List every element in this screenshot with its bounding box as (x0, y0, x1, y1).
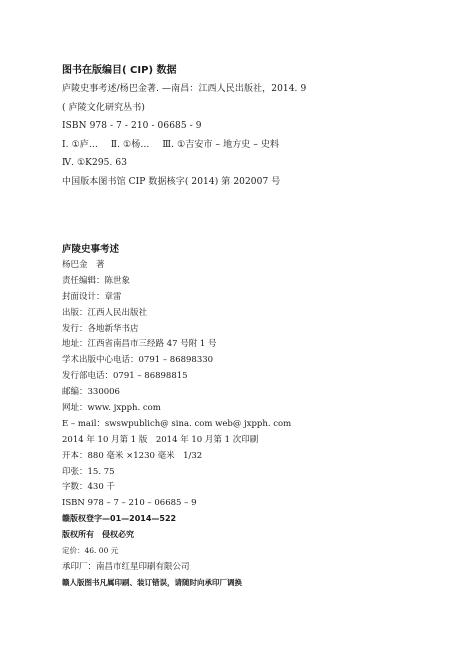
website-line: 网址：www. jxpph. com (62, 403, 161, 414)
author-line: 杨巴金 著 (62, 260, 105, 270)
postcode-line: 邮编：330006 (62, 387, 120, 398)
printer-line: 承印厂：南昌市红星印刷有限公司 (62, 561, 190, 572)
distributor-line: 发行：各地新华书店 (62, 323, 139, 334)
colophon-block (62, 243, 422, 593)
sheets-line: 印张：15. 75 (62, 466, 115, 477)
cip-classification: Ⅳ. ①K295. 63 (62, 158, 128, 169)
cip-isbn: ISBN 978 - 7 - 210 - 06685 - 9 (62, 121, 202, 132)
cip-subjects (62, 139, 422, 158)
cip-subject-1: Ⅰ. ①庐… (62, 139, 98, 150)
address-line: 地址：江西省南昌市三经路 47 号附 1 号 (62, 339, 217, 350)
cip-record-number: 中国版本图书馆 CIP 数据核字( 2014) 第 202007 号 (62, 176, 281, 187)
price-line: 定价：46. 00 元 (62, 546, 119, 556)
cip-block (62, 64, 422, 195)
cip-entry-line: 庐陵史事考述/杨巴金著. —南昌：江西人民出版社，2014. 9 (62, 84, 307, 94)
sales-phone-line: 发行部电话：0791 – 86898815 (62, 371, 188, 382)
printing-error-notice: 赣人版图书凡属印刷、装订错误，请随时向承印厂调换 (62, 577, 242, 587)
cip-subject-2: Ⅱ. ①杨… (110, 139, 150, 150)
publisher-line: 出版：江西人民出版社 (62, 307, 148, 318)
academic-phone-line: 学术出版中心电话：0791 – 86898330 (62, 355, 214, 366)
word-count-line: 字数：430 千 (62, 482, 115, 493)
book-title: 庐陵史事考述 (62, 244, 120, 255)
format-line: 开本：880 毫米 ×1230 毫米 1/32 (62, 450, 203, 461)
isbn-line: ISBN 978 – 7 – 210 – 06685 – 9 (62, 498, 197, 509)
edition-line: 2014 年 10 月第 1 版 2014 年 10 月第 1 次印刷 (62, 434, 259, 445)
cover-design-line: 封面设计：章雷 (62, 291, 122, 302)
cip-heading: 图书在版编目( CIP) 数据 (62, 65, 177, 76)
rights-line: 版权所有 侵权必究 (62, 530, 134, 540)
cip-subject-3: Ⅲ. ①吉安市 – 地方史 – 史料 (162, 139, 280, 150)
copyright-registration-line: 赣版权登字—01—2014—522 (62, 514, 177, 524)
editor-line: 责任编辑：陈世象 (62, 275, 131, 286)
cip-series-line: ( 庐陵文化研究丛书) (62, 102, 145, 113)
email-line: E – mail：swswpublich@ sina. com web@ jxpph. com (62, 418, 292, 429)
